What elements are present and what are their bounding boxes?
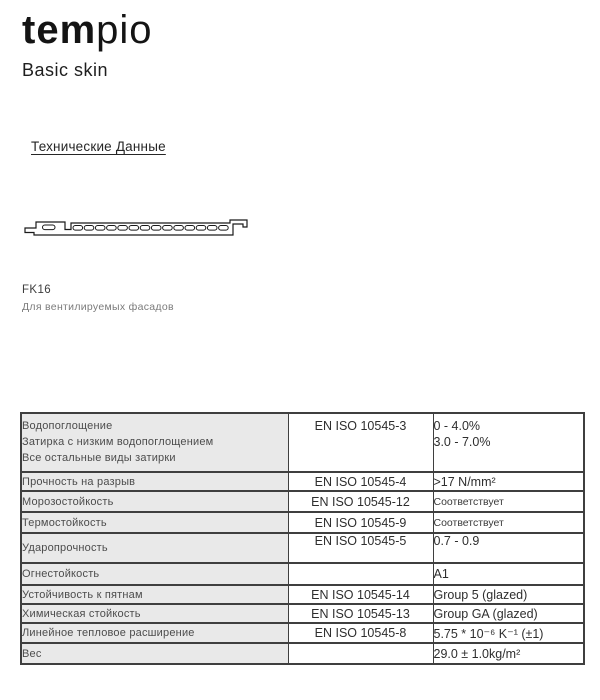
spec-label-cell: Ударопрочность [21,533,288,563]
spec-label-cell: Вес [21,643,288,664]
spec-value-cell: A1 [433,563,584,585]
spec-standard-cell: EN ISO 10545-4 [288,472,433,491]
technical-data-table [20,412,585,665]
spec-standard-cell: EN ISO 10545-9 [288,512,433,533]
spec-label-cell: Морозостойкость [21,491,288,512]
table-row [21,512,584,533]
spec-label-cell: Огнестойкость [21,563,288,585]
spec-standard-cell [288,643,433,664]
table-row [21,643,584,664]
spec-standard-cell: EN ISO 10545-5 [288,533,433,563]
spec-value-cell: Соответствует [433,512,584,533]
spec-standard-cell: EN ISO 10545-3 [288,413,433,472]
table-row [21,533,584,563]
table-row [21,472,584,491]
spec-standard-cell: EN ISO 10545-13 [288,604,433,623]
product-code: FK16 [22,284,52,296]
spec-value-line: 0 - 4.0% [433,419,481,433]
spec-standard-cell: EN ISO 10545-8 [288,623,433,643]
table-row [21,604,584,623]
spec-standard-cell: EN ISO 10545-14 [288,585,433,604]
section-title: Технические Данные [31,139,166,154]
spec-value-cell: Group GA (glazed) [433,604,584,623]
spec-label-cell: Термостойкость [21,512,288,533]
table-row [21,491,584,512]
spec-label-cell: Линейное тепловое расширение [21,623,288,643]
spec-standard-cell [288,563,433,585]
spec-label-line: Водопоглощение [22,420,113,432]
table-row [21,563,584,585]
spec-value-cell [433,413,584,472]
spec-value-cell: >17 N/mm² [433,472,584,491]
spec-label-line: Все остальные виды затирки [22,452,176,464]
product-description: Для вентилируемых фасадов [22,301,174,313]
spec-label-cell: Устойчивость к пятнам [21,585,288,604]
spec-value-line: 3.0 - 7.0% [433,435,491,449]
panel-profile-drawing [24,219,248,239]
spec-value-cell: 5.75 * 10⁻⁶ K⁻¹ (±1) [433,623,584,643]
spec-value-cell: 0.7 - 0.9 [433,533,584,563]
brand-logo [22,8,153,52]
spec-label-cell [21,413,288,472]
table-row [21,585,584,604]
table-row [21,413,584,472]
table-row [21,623,584,643]
spec-standard-cell: EN ISO 10545-12 [288,491,433,512]
spec-value-cell: 29.0 ± 1.0kg/m² [433,643,584,664]
spec-label-line: Затирка с низким водопоглощением [22,436,214,448]
brand-logo-light-part: pio [96,8,153,52]
brand-logo-bold-part: tem [22,8,97,52]
spec-label-cell: Прочность на разрыв [21,472,288,491]
product-name: Basic skin [22,60,109,80]
spec-label-cell: Химическая стойкость [21,604,288,623]
spec-value-cell: Соответствует [433,491,584,512]
spec-value-cell: Group 5 (glazed) [433,585,584,604]
